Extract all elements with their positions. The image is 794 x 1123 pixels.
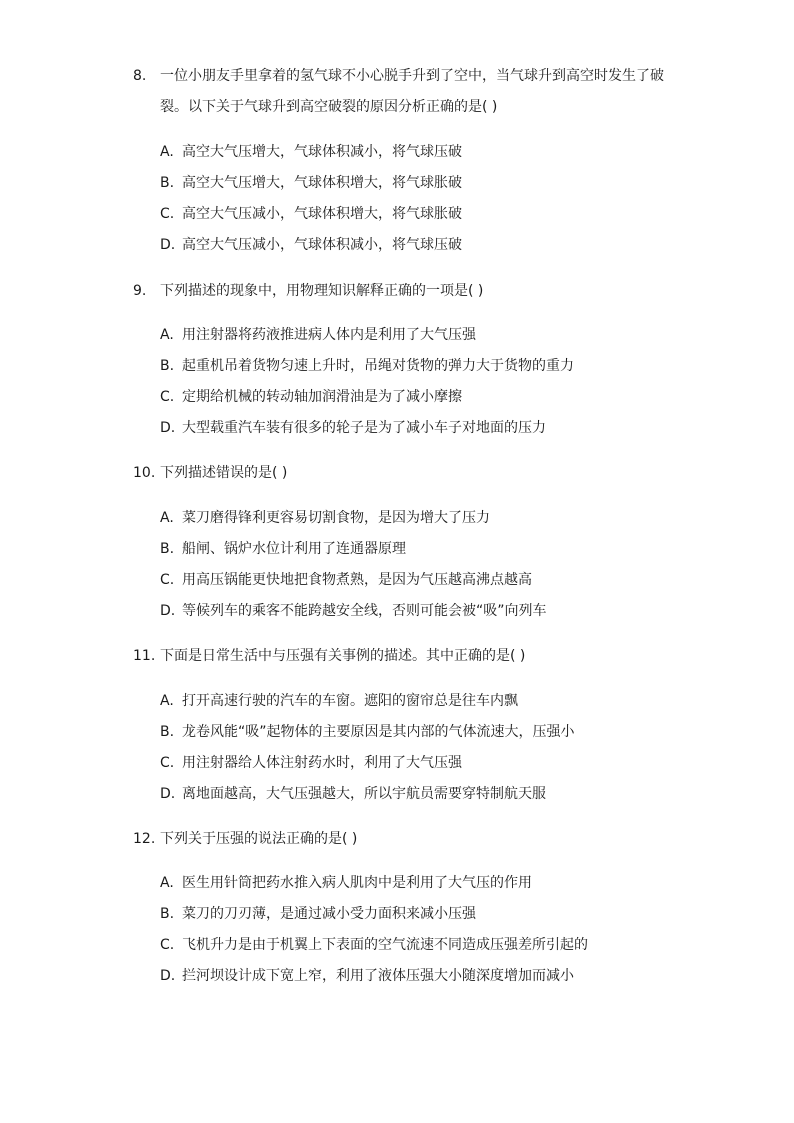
option-c xyxy=(160,204,462,224)
option-a xyxy=(160,325,476,345)
option-letter: C. xyxy=(160,206,175,222)
option-letter: C. xyxy=(160,572,175,588)
option-c xyxy=(160,753,462,773)
option-text: 用注射器给人体注射药水时，利用了大气压强 xyxy=(182,755,462,771)
question-number: 11. xyxy=(133,648,156,664)
option-a xyxy=(160,691,518,711)
option-letter: B. xyxy=(160,175,175,191)
option-text: 等候列车的乘客不能跨越安全线，否则可能会被“吸”向列车 xyxy=(182,603,547,619)
option-letter: D. xyxy=(160,786,176,802)
option-text: 大型载重汽车装有很多的轮子是为了减小车子对地面的压力 xyxy=(182,420,546,436)
option-text: 菜刀的刀刃薄，是通过减小受力面积来减小压强 xyxy=(182,906,476,922)
option-text: 高空大气压增大，气球体积减小，将气球压破 xyxy=(182,144,462,160)
option-text: 打开高速行驶的汽车的车窗。遮阳的窗帘总是往车内飘 xyxy=(182,693,518,709)
option-text: 起重机吊着货物匀速上升时，吊绳对货物的弹力大于货物的重力 xyxy=(182,358,574,374)
option-text: 用高压锅能更快地把食物煮熟，是因为气压越高沸点越高 xyxy=(182,572,532,588)
option-text: 用注射器将药液推进病人体内是利用了大气压强 xyxy=(182,327,476,343)
question-stem-line: 下列关于压强的说法正确的是( ) xyxy=(160,831,358,847)
question-stem-line: 一位小朋友手里拿着的氢气球不小心脱手升到了空中，当气球升到高空时发生了破 xyxy=(160,68,664,84)
option-letter: A. xyxy=(160,510,174,526)
option-c xyxy=(160,570,532,590)
option-letter: B. xyxy=(160,541,175,557)
option-a xyxy=(160,873,532,893)
question-number: 8. xyxy=(133,68,147,84)
question-number: 10. xyxy=(133,465,156,481)
question-stem-line: 下面是日常生活中与压强有关事例的描述。其中正确的是( ) xyxy=(160,648,526,664)
option-c xyxy=(160,935,588,955)
option-a xyxy=(160,508,490,528)
option-text: 高空大气压减小，气球体积减小，将气球压破 xyxy=(182,237,462,253)
option-letter: A. xyxy=(160,144,174,160)
option-text: 船闸、锅炉水位计利用了连通器原理 xyxy=(182,541,406,557)
option-text: 拦河坝设计成下宽上窄，利用了液体压强大小随深度增加而减小 xyxy=(182,968,574,984)
option-letter: D. xyxy=(160,420,176,436)
option-d xyxy=(160,966,574,986)
option-text: 定期给机械的转动轴加润滑油是为了减小摩擦 xyxy=(182,389,462,405)
option-text: 医生用针筒把药水推入病人肌肉中是利用了大气压的作用 xyxy=(182,875,532,891)
option-text: 龙卷风能“吸”起物体的主要原因是其内部的气体流速大，压强小 xyxy=(182,724,575,740)
option-text: 飞机升力是由于机翼上下表面的空气流速不同造成压强差所引起的 xyxy=(182,937,588,953)
question-number: 12. xyxy=(133,831,156,847)
question-stem-line: 下列描述的现象中，用物理知识解释正确的一项是( ) xyxy=(160,283,484,299)
option-d xyxy=(160,418,546,438)
option-letter: D. xyxy=(160,237,176,253)
option-d xyxy=(160,601,547,621)
option-letter: D. xyxy=(160,968,176,984)
option-letter: A. xyxy=(160,327,174,343)
option-text: 离地面越高，大气压强越大，所以宇航员需要穿特制航天服 xyxy=(182,786,546,802)
option-letter: C. xyxy=(160,937,175,953)
option-letter: B. xyxy=(160,724,175,740)
option-letter: A. xyxy=(160,693,174,709)
option-b xyxy=(160,539,406,559)
option-text: 高空大气压增大，气球体积增大，将气球胀破 xyxy=(182,175,462,191)
question-stem-line: 裂。以下关于气球升到高空破裂的原因分析正确的是( ) xyxy=(160,99,498,115)
option-b xyxy=(160,173,462,193)
question-stem-line: 下列描述错误的是( ) xyxy=(160,465,288,481)
option-c xyxy=(160,387,462,407)
option-b xyxy=(160,904,476,924)
option-text: 高空大气压减小，气球体积增大，将气球胀破 xyxy=(182,206,462,222)
option-d xyxy=(160,235,462,255)
option-text: 菜刀磨得锋利更容易切割食物，是因为增大了压力 xyxy=(182,510,490,526)
option-d xyxy=(160,784,546,804)
option-a xyxy=(160,142,462,162)
question-number: 9. xyxy=(133,283,147,299)
option-letter: D. xyxy=(160,603,176,619)
option-b xyxy=(160,722,575,742)
option-letter: C. xyxy=(160,389,175,405)
option-letter: A. xyxy=(160,875,174,891)
option-letter: B. xyxy=(160,358,175,374)
option-b xyxy=(160,356,574,376)
option-letter: C. xyxy=(160,755,175,771)
option-letter: B. xyxy=(160,906,175,922)
